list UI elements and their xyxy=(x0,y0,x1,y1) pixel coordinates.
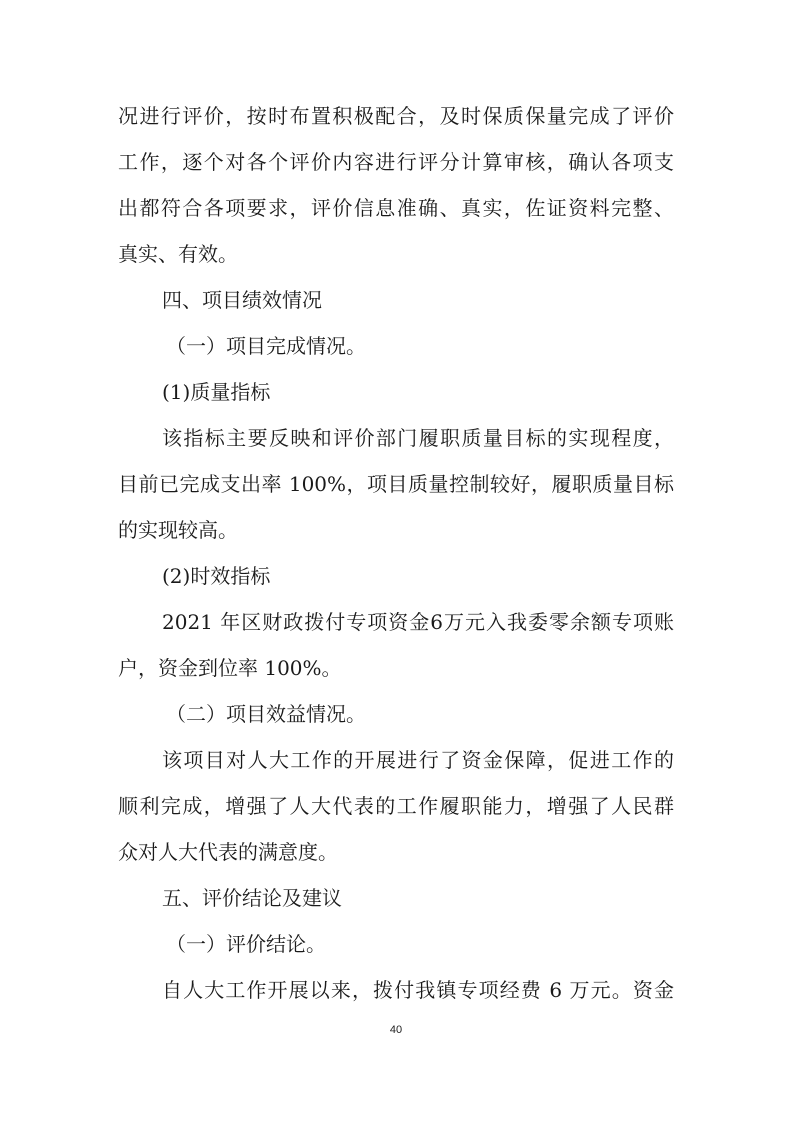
paragraph-line: 户，资金到位率 100%。 xyxy=(118,656,342,680)
paragraph-line: 真实、有效。 xyxy=(118,242,238,266)
section-heading: 四、项目绩效情况 xyxy=(162,288,322,312)
paragraph-line: 该指标主要反映和评价部门履职质量目标的实现程度， xyxy=(162,426,674,450)
paragraph-line: 工作，逐个对各个评价内容进行评分计算审核，确认各项支 xyxy=(118,150,674,174)
paragraph-line: 该项目对人大工作的开展进行了资金保障，促进工作的 xyxy=(162,748,674,772)
subsection-heading: （二）项目效益情况。 xyxy=(166,702,366,726)
paragraph-line: 2021 年区财政拨付专项资金6万元入我委零余额专项账 xyxy=(162,610,674,634)
paragraph-line: 众对人大代表的满意度。 xyxy=(118,840,338,864)
item-heading: (2)时效指标 xyxy=(162,564,271,588)
item-heading: (1)质量指标 xyxy=(162,380,271,404)
paragraph-line: 顺利完成，增强了人大代表的工作履职能力，增强了人民群 xyxy=(118,794,674,818)
paragraph-line: 自人大工作开展以来，拨付我镇专项经费 6 万元。资金 xyxy=(162,978,674,1002)
paragraph-line: 目前已完成支出率 100%，项目质量控制较好，履职质量目标 xyxy=(118,472,674,496)
subsection-heading: （一）评价结论。 xyxy=(166,932,326,956)
paragraph-line: 出都符合各项要求，评价信息准确、真实，佐证资料完整、 xyxy=(118,196,674,220)
section-heading: 五、评价结论及建议 xyxy=(162,886,342,910)
subsection-heading: （一）项目完成情况。 xyxy=(166,334,366,358)
paragraph-line: 的实现较高。 xyxy=(118,518,238,542)
body-text xyxy=(118,93,674,1013)
page-number: 40 xyxy=(389,1024,403,1036)
paragraph-line: 况进行评价，按时布置积极配合，及时保质保量完成了评价 xyxy=(118,104,674,128)
